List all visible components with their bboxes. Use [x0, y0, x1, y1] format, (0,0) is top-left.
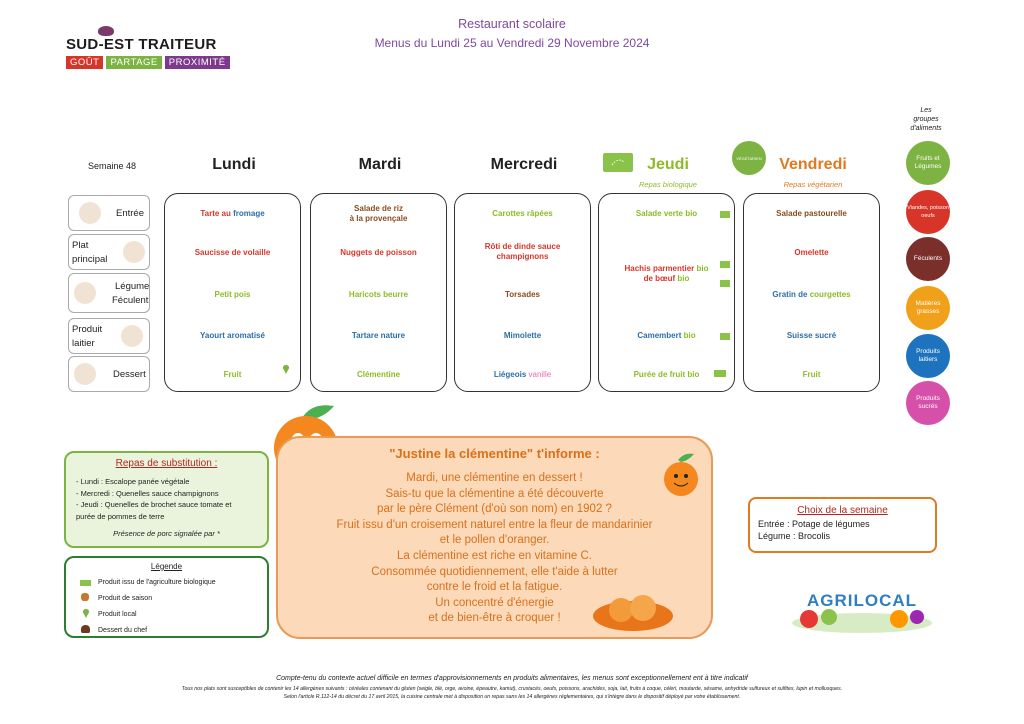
logo-title: SUD-EST TRAITEUR [66, 36, 217, 53]
menu-item-dessert: Clémentine [356, 370, 401, 379]
legend-item: Dessert du chef [98, 627, 148, 634]
day-subtitle-vendredi: Repas végétarien [783, 180, 843, 189]
chef-icon [121, 325, 143, 347]
substitution-box [64, 451, 269, 548]
chef-icon [74, 363, 96, 385]
substitution-line: - Mercredi : Quenelles sauce champignons [76, 488, 219, 498]
food-group-viandes: Viandes, poisson oeufs [906, 190, 950, 234]
info-line: contre le froid et la fatigue. [426, 581, 563, 594]
menu-item-plat: Nuggets de poisson [340, 248, 417, 257]
menu-item-dessert: Fruit [223, 370, 242, 379]
day-column-mercredi [454, 193, 591, 392]
menu-item-entree: Carottes râpées [492, 209, 553, 218]
vegetarian-badge-label: VÉGÉTARIEN [736, 155, 762, 161]
menu-item-laitier: Mimolette [503, 331, 542, 340]
organic-icon [720, 280, 730, 287]
logo-tag: GOÛT [66, 56, 103, 69]
food-group-produits-sucres: Produits sucrés [906, 381, 950, 425]
menu-item-legume: Petit pois [214, 290, 251, 299]
menu-item-plat: Omelette [794, 248, 829, 257]
menu-item-plat: Rôti de dinde sauce champignons [484, 242, 561, 261]
week-label: Semaine 48 [88, 161, 137, 171]
substitution-line: - Jeudi : Quenelles de brochet sauce tomate et [76, 500, 232, 509]
food-group-fruits-legumes: Fruits et Légumes [906, 141, 950, 185]
row-label-laitier [68, 318, 150, 354]
organic-icon [80, 580, 91, 586]
row-label-text: laitier [72, 338, 95, 349]
day-column-mardi [310, 193, 447, 392]
choice-line: Légume : Brocolis [758, 531, 831, 541]
row-label-plat [68, 234, 150, 270]
menu-item-legume: Gratin de courgettes [772, 290, 851, 299]
info-line: Mardi, une clémentine en dessert ! [406, 472, 583, 484]
day-name-mardi: Mardi [358, 156, 402, 173]
page-title: Restaurant scolaire [458, 17, 566, 31]
legend-item: Produit local [98, 611, 137, 618]
row-label-entree [68, 195, 150, 231]
food-group-matieres-grasses: Matières grasses [906, 286, 950, 330]
chef-dessert-icon [81, 625, 90, 633]
day-column-lundi [164, 193, 301, 392]
local-product-icon [82, 609, 90, 619]
info-line: et de bien-être à croquer ! [428, 612, 561, 625]
agrilocal-text: AGRILOCAL [807, 591, 918, 610]
substitution-line: purée de pommes de terre [76, 511, 165, 521]
chef-icon [123, 241, 145, 263]
footer-regulation: Selon l'article R.112-14 du décret du 17 avril 2015, la cuisine centrale met à disposition un repas sans les 14 allergènes réglementaires, qui s'intègre dans le dispositif déployé par votre établissement. [283, 694, 741, 700]
day-subtitle-jeudi: Repas biologique [639, 180, 697, 189]
menu-item-legume: Haricots beurre [348, 290, 409, 299]
info-line: par le père Clément (d'où son nom) en 1902 ? [377, 503, 612, 516]
menu-item-entree: Salade de riz à la provençale [349, 204, 408, 223]
menu-item-legume: Torsades [505, 290, 540, 299]
menu-item-dessert: Liégeois vanille [493, 370, 552, 379]
substitution-title: Repas de substitution : [115, 458, 218, 469]
chef-icon [74, 282, 96, 304]
row-label-text: Légume [115, 281, 150, 292]
day-name-jeudi: Jeudi [647, 156, 689, 173]
info-line: Consommée quotidiennement, elle t'aide à lutter [371, 565, 618, 578]
substitution-note: Présence de porc signalée par * [113, 529, 220, 538]
page-subtitle: Menus du Lundi 25 au Vendredi 29 Novembre 2024 [374, 36, 650, 50]
small-clementine-icon [660, 452, 702, 498]
clementine-fruit-icon [591, 588, 676, 632]
info-line: La clémentine est riche en vitamine C. [397, 549, 592, 562]
menu-item-laitier: Yaourt aromatisé [200, 331, 265, 340]
menu-item-entree: Salade verte bio [635, 209, 698, 218]
menu-item-laitier: Suisse sucré [786, 331, 837, 340]
row-label-text: Dessert [113, 369, 146, 380]
row-label-text: Produit [72, 324, 103, 335]
choice-line: Entrée : Potage de légumes [758, 519, 870, 529]
info-line: Un concentré d'énergie [435, 596, 554, 609]
legend-box [64, 556, 269, 638]
menu-item-laitier: Tartare nature [351, 331, 406, 340]
chef-icon [79, 202, 101, 224]
menu-item-entree: Tarte au fromage [200, 209, 265, 218]
info-title: "Justine la clémentine" t'informe : [389, 446, 600, 461]
info-line: et le pollen d'oranger. [439, 534, 550, 547]
day-name-lundi: Lundi [212, 156, 256, 173]
organic-icon [720, 261, 730, 268]
info-line: Fruit issu d'un croisement naturel entre la fleur de mandarinier [336, 518, 653, 531]
menu-item-entree: Salade pastourelle [776, 209, 847, 218]
logo-tag: PROXIMITÉ [165, 56, 230, 69]
row-label-text: Féculent [112, 295, 149, 306]
legend-title: Légende [150, 562, 183, 571]
info-line: Sais-tu que la clémentine a été découverte [385, 487, 604, 500]
row-label-text: principal [72, 254, 108, 265]
row-label-text: Entrée [116, 208, 144, 219]
footer-notice: Compte-tenu du contexte actuel difficile en termes d'approvisionnements en produits alimentaires, les menus sont exceptionnellement ent à titre indicatif [276, 675, 748, 682]
row-label-legume [68, 273, 150, 313]
logo-tags [66, 56, 230, 69]
menu-item-plat: Saucisse de volaille [194, 248, 271, 257]
local-product-icon [282, 365, 290, 375]
menu-item-dessert: Purée de fruit bio [633, 370, 700, 379]
day-name-vendredi: Vendredi [779, 156, 847, 173]
row-label-dessert [68, 356, 150, 392]
food-group-feculents: Féculents [906, 237, 950, 281]
menu-item-laitier: Camembert bio [637, 331, 696, 340]
day-column-vendredi [743, 193, 880, 392]
substitution-line: - Lundi : Escalope panée végétale [76, 477, 190, 486]
menu-item-dessert: Fruit [802, 370, 821, 379]
organic-icon [720, 211, 730, 218]
organic-icon [714, 370, 726, 377]
row-label-text: Plat [72, 240, 89, 251]
footer-allergens: Tous nos plats sont susceptibles de contenir les 14 allergènes suivants : céréales contenant du gluten (seigle, blé, orge, avoine, épeautre, kamut), crustacés, oeufs, poissons, arachides, soja, lait, fruits à coque, céleri, moutarde, sésame, anhydride sulfureux et sulfites, lupin et mollusques. [181, 686, 843, 692]
day-name-mercredi: Mercredi [490, 156, 558, 173]
choice-box [748, 497, 937, 553]
agrilocal-logo [789, 583, 935, 635]
menu-item-plat: Hachis parmentier bio de bœuf bio [624, 264, 709, 283]
legend-item: Produit issu de l'agriculture biologique [98, 579, 216, 586]
legend-item: Produit de saison [98, 595, 153, 602]
food-groups-title: Les groupes d'aliments [910, 107, 942, 132]
choice-title: Choix de la semaine [797, 505, 888, 516]
day-column-jeudi [598, 193, 735, 392]
season-icon [81, 593, 89, 601]
logo-tag: PARTAGE [106, 56, 161, 69]
organic-icon [720, 333, 730, 340]
food-group-produits-laitiers: Produits laitiers [906, 334, 950, 378]
